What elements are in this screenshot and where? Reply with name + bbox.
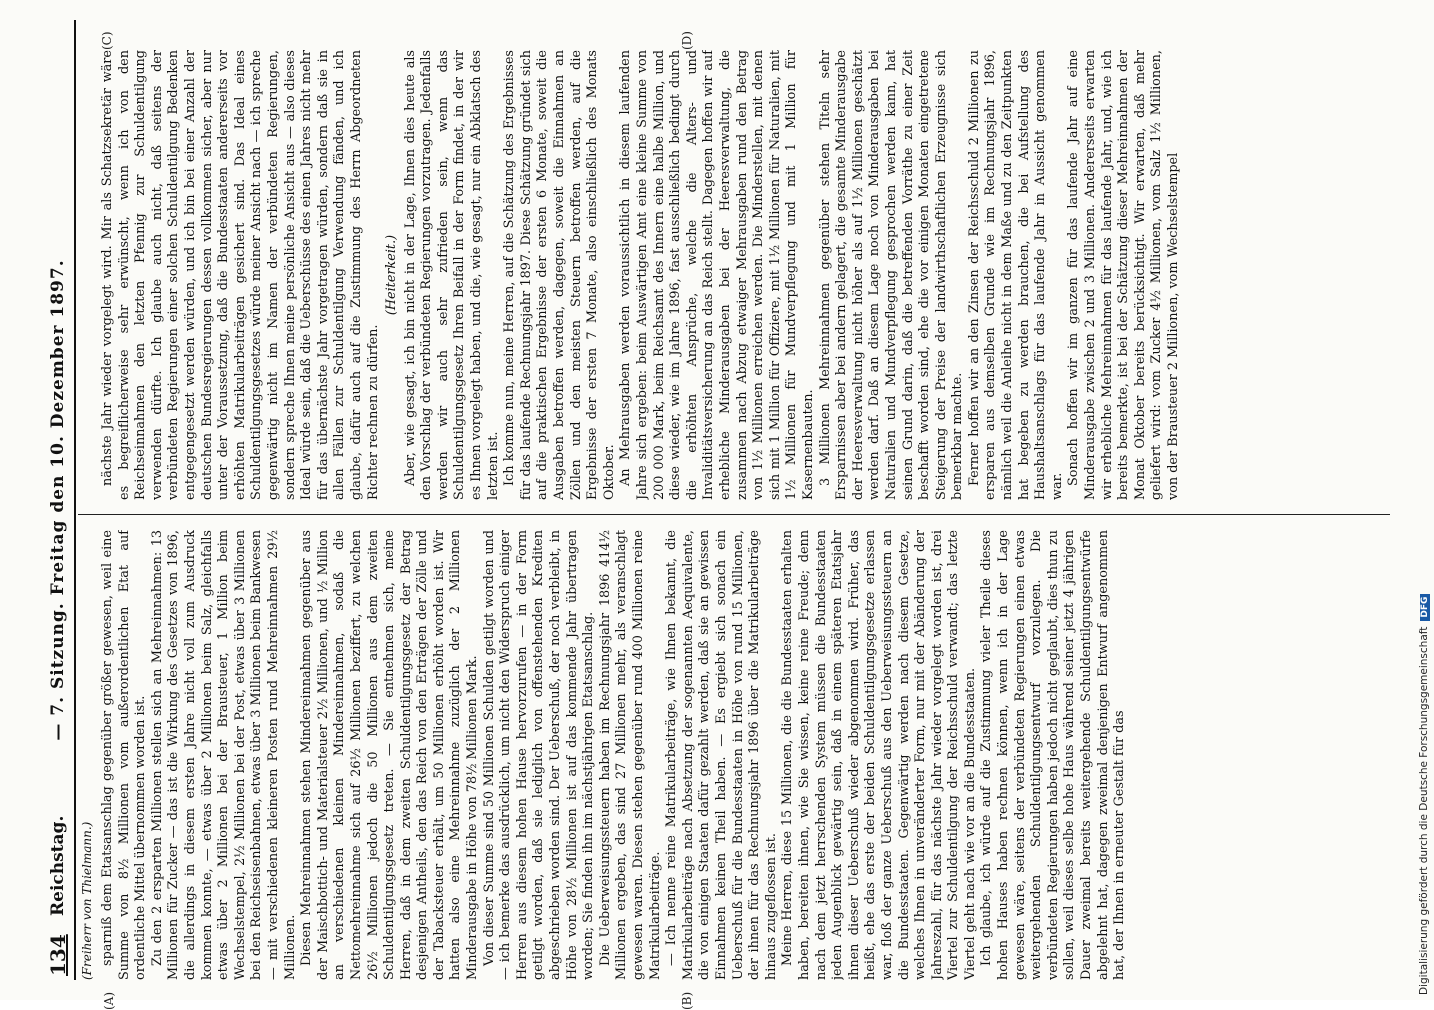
margin-marker-a: (A) bbox=[102, 991, 116, 1010]
paragraph: Ich komme nun, meine Herren, auf die Schätzung des Ergebnisses für das laufende Rechnungsjahr 1897. Diese Schätzung gründet sich auf die praktischen Ergebnisse der ersten 6 Monate, soweit die Ausgaben betroffen werden, dagegen, soweit die Einnahmen an Zöllen und den meisten Steuern betroffen werden, auf die Ergebnisse der ersten 7 Monate, also einschließlich des Monats Oktober. bbox=[502, 50, 617, 500]
paragraph: sparniß dem Etatsanschlag gegenüber größer gewesen, weil eine Summe von 8½ Millionen vom außerordentlichen Etat auf ordentliche Mittel übernommen worden ist. bbox=[100, 530, 149, 980]
digitization-credit-text: Digitalisierung gefördert durch die Deutsche Forschungsgemeinschaft bbox=[1418, 626, 1430, 995]
paragraph: — Ich nenne reine Matrikularbeiträge, wie Ihnen bekannt, die Matrikularbeiträge nach Absetzung der sogenannten Aequivalente, die von einigen Staaten dafür gezahlt werden, daß sie an gewissen Einnahmen keinen Theil haben. — Es ergiebt sich sonach ein Ueberschuß für die Bundesstaaten in Höhe von rund 15 Millionen, der ihnen für das Rechnungsjahr 1896 über die Matrikularbeiträge hinaus zugeflossen ist. bbox=[664, 530, 779, 980]
left-text-column bbox=[100, 530, 1400, 980]
paragraph: Von dieser Summe sind 50 Millionen Schulden getilgt worden und — ich bemerke das ausdrücklich, um nicht den Widerspruch einiger Herren aus diesem hohen Hause hervorzurufen — in der Form getilgt worden, daß sie lediglich von offenstehenden Krediten abgeschrieben worden sind. Der Ueberschuß, der noch verbleibt, in Höhe von 28½ Millionen ist auf das kommende Jahr übertragen worden; Sie finden ihn im nächstjährigen Etatsanschlag. bbox=[481, 530, 597, 980]
margin-marker-c: (C) bbox=[100, 31, 114, 50]
interjection: (Heiterkeit.) bbox=[384, 234, 400, 316]
margin-marker-d: (D) bbox=[680, 31, 694, 50]
running-head bbox=[40, 20, 76, 980]
page-number: 134 bbox=[46, 934, 70, 976]
paragraph: Zu den 2 ersparten Millionen stellen sich an Mehreinnahmen: 13 Millionen für Zucker — das ist die Wirkung des Gesetzes von 1896, die allerdings in diesem ersten Jahre nicht voll zum Ausdruck kommen konnte, — etwas über 2 Millionen beim Salz, gleichfalls etwas über 2 Millionen bei der Brausteuer, 1 Million beim Wechselstempel, 2½ Millionen bei der Post, etwas über 3 Millionen bei den Reichseisenbahnen, etwas über 3 Millionen beim Bankwesen — mit verschiedenen kleineren Posten rund Mehreinnahmen 29½ Millionen. bbox=[149, 530, 298, 980]
margin-marker-b: (B) bbox=[680, 991, 694, 1010]
paragraph: Ich glaube, ich würde auf die Zustimmung vieler Theile dieses hohen Hauses haben rechnen können, wenn ich in der Lage gewesen wäre, seitens der verbündeten Regierungen einen etwas weitergehenden Schuldentilgungsentwurf vorzulegen. Die verbündeten Regierungen haben jedoch nicht geglaubt, dies thun zu sollen, weil dieses selbe hohe Haus während seiner jetzt 4 jährigen Dauer zweimal bereits weitergehende Schuldentilgungsentwürfe abgelehnt hat, dagegen zweimal denjenigen Entwurf angenommen hat, der Ihnen in erneuter Gestalt für das bbox=[979, 530, 1128, 980]
dfg-logo: DFG bbox=[1420, 594, 1430, 621]
column-divider bbox=[78, 514, 1390, 515]
paragraph: nächste Jahr wieder vorgelegt wird. Mir als Schatzsekretär wäre es begreiflicherweise sehr erwünscht, wenn ich von den Reichseinnahmen den letzten Pfennig zur Schuldentilgung verwenden dürfte. Ich glaube auch nicht, daß seitens der verbündeten Regierungen einer solchen Schuldentilgung Bedenken entgegengesetzt werden würden, und ich bin bei einer Anzahl der deutschen Bundesregierungen dessen vollkommen sicher, aber nur unter der Voraussetzung, daß die Bundesstaaten andererseits vor erhöhten Matrikularbeiträgen gesichert sind. Das Ideal eines Schuldentilgungsgesetzes würde meiner Ansicht nach — ich spreche gegenwärtig nicht im Namen der verbündeten Regierungen, sondern spreche Ihnen meine persönliche Ansicht aus — also dieses Ideal würde sein, daß die Ueberschüsse des einen Jahres nicht mehr für das übernächste Jahr vorgetragen würden, sondern daß sie in allen Fällen zur Schuldentilgung Verwendung fänden, und ich glaube, dafür auch auf die Zustimmung des Herrn Abgeordneten Richter rechnen zu dürfen. bbox=[100, 50, 381, 500]
paragraph: Meine Herren, diese 15 Millionen, die die Bundesstaaten erhalten haben, bereiten ihnen, wie Sie wissen, keine reine Freude; denn nach dem jetzt herrschenden System müssen die Bundesstaaten jeden Augenblick gewärtig sein, daß in einem späteren Etatsjahr ihnen dieser Ueberschuß wieder abgenommen wird. Früher, das heißt, ehe das erste der beiden Schuldentilgungsgesetze erlassen war, floß der ganze Ueberschuß aus den Ueberweisungssteuern an die Bundesstaaten. Gegenwärtig werden nach diesem Gesetze, welches Ihnen in unveränderter Form, nur mit der Abänderung der Jahreszahl, für das nächste Jahr wieder vorgelegt worden ist, drei Viertel zur Schuldentilgung der Reichsschuld verwandt; das letzte Viertel geht nach wie vor an die Bundesstaaten. bbox=[780, 530, 978, 980]
right-text-column bbox=[100, 50, 1400, 500]
running-head-session: — 7. Sitzung. Freitag den 10. Dezember 1897. bbox=[48, 259, 68, 741]
running-head-title: Reichstag. bbox=[48, 815, 68, 916]
rotated-printed-page bbox=[40, 20, 1400, 1010]
paragraph: Diesen Mehreinnahmen stehen Mindereinnahmen gegenüber aus der Maischbottich- und Materialsteuer 2½ Millionen, und ½ Million an verschiedenen kleinen Mindereinnahmen, sodaß die Nettomehreinnahme sich auf 26½ Millionen beziffert, zu welchen 26½ Millionen jedoch die 50 Millionen aus dem zweiten Schuldentilgungsgesetz treten. — Sie entnehmen sich, meine Herren, daß in dem zweiten Schuldentilgungsgesetz der Betrag desjenigen Antheils, den das Reich von den Erträgen der Zölle und der Tabacksteuer erhält, um 50 Millionen erhöht worden ist. Wir hatten also eine Mehreinnahme zuzüglich der 2 Millionen Minderausgabe in Höhe von 78½ Millionen Mark. bbox=[299, 530, 481, 980]
speaker-line: (Freiherr von Thielmann.) bbox=[80, 821, 94, 980]
paragraph: Die Ueberweisungssteuern haben im Rechnungsjahr 1896 414½ Millionen ergeben, das sind 27 Millionen mehr, als veranschlagt gewesen waren. Diesen stehen gegenüber rund 400 Millionen reine Matrikularbeiträge. bbox=[597, 530, 663, 980]
digitization-credit bbox=[1418, 5, 1430, 995]
paragraph: 3 Millionen Mehreinnahmen gegenüber stehen Titeln sehr Ersparnissen aber bei andern gelagert, die gesamte Minderausgabe der Heeresverwaltung nicht höher als auf 1½ Millionen geschätzt werden darf. Daß an diesem Lage noch von Minderausgaben bei Naturalien und Mundverpflegung gesprochen werden kann, hat seinen Grund darin, daß die betreffenden Vorräthe zu einer Zeit beschafft worden sind, ehe die vor einigen Monaten eingetretene Steigerung der Preise der landwirthschaftlichen Erzeugnisse sich bemerkbar machte. bbox=[817, 50, 966, 500]
paragraph: Aber, wie gesagt, ich bin nicht in der Lage, Ihnen dies heute als den Vorschlag der verbündeten Regierungen vorzutragen. Jedenfalls werden wir auch sehr zufrieden sein, wenn das Schuldentilgungsgesetz Ihren Beifall in der Form findet, in der wir es Ihnen vorgelegt haben, und die, wie gesagt, nur ein Abklatsch des letzten ist. bbox=[402, 50, 501, 500]
paragraph: An Mehrausgaben werden voraussichtlich in diesem laufenden Jahre sich ergeben: beim Auswärtigen Amt eine kleine Summe von 200 000 Mark, beim Reichsamt des Innern eine halbe Million, und diese wieder, wie im Jahre 1896, fast ausschließlich bedingt durch die erhöhten Ansprüche, welche die Alters- und Invaliditätsversicherung an das Reich stellt. Dagegen hoffen wir auf erhebliche Minderausgaben bei der Heeresverwaltung, die zusammen nach Abzug etwaiger Mehrausgaben rund den Betrag von 1½ Millionen erreichen werden. Die Minderstellen, mit denen sich mit 1 Million für Offiziere, mit 1½ Millionen für Naturalien, mit 1½ Millionen für Mundverpflegung und mit 1 Million für Kasernenbauten. bbox=[618, 50, 816, 500]
paragraph: Ferner hoffen wir an den Zinsen der Reichsschuld 2 Millionen zu ersparen aus demselben Grunde wie im Rechnungsjahr 1896, nämlich weil die Anleihe nicht in dem Maße und zu den Zeitpunkten hat begeben zu werden brauchen, die bei Aufstellung des Haushaltsanschlags für das laufende Jahr in Aussicht genommen war. bbox=[966, 50, 1065, 500]
paragraph: Sonach hoffen wir im ganzen für das laufende Jahr auf eine Minderausgabe zwischen 2 und 3 Millionen. Andererseits erwarten wir erhebliche Mehreinnahmen für das laufende Jahr, und, wie ich bereits bemerkte, ist bei der Schätzung dieser Mehreinnahmen der Monat Oktober bereits berücksichtigt. Wir erwarten, daß mehr geliefert wird: vom Zucker 4½ Millionen, vom Salz 1½ Millionen, von der Brausteuer 2 Millionen, vom Wechselstempel bbox=[1066, 50, 1181, 500]
